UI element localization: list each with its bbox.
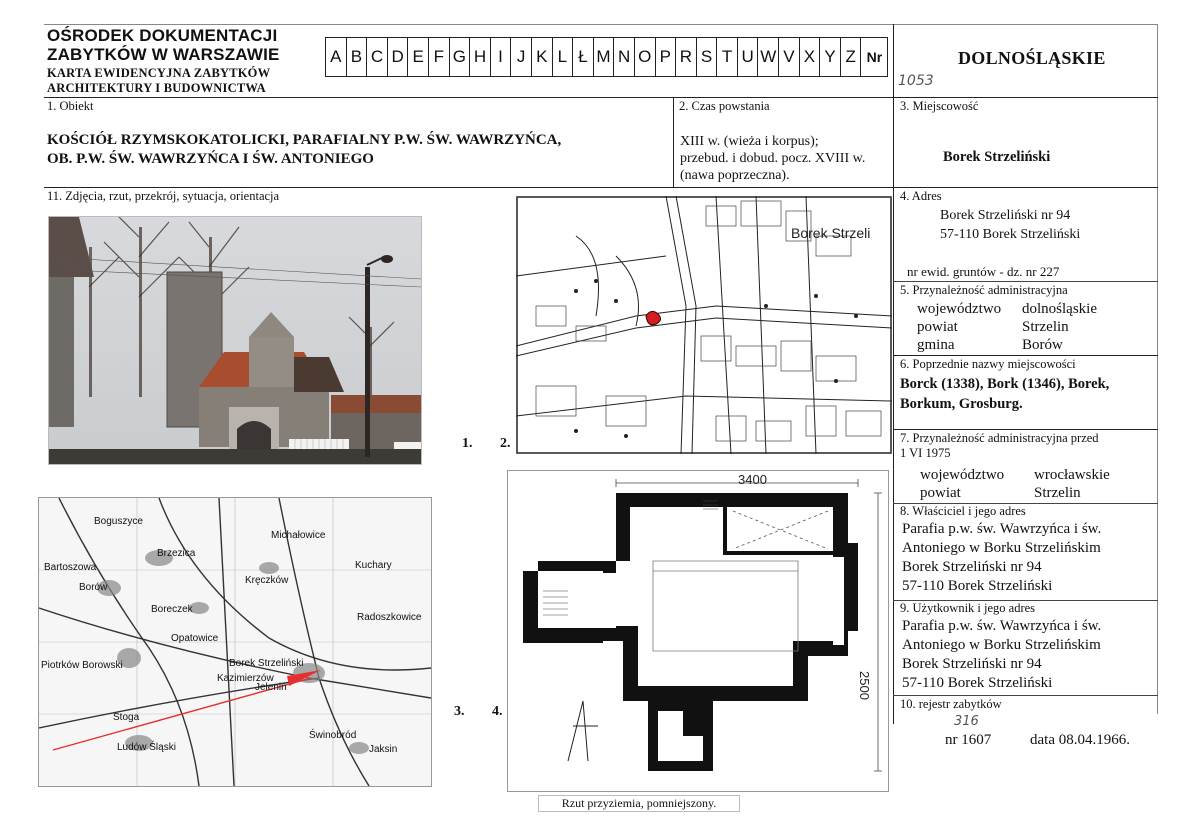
map-place-name: Jaksin xyxy=(369,744,398,755)
divider-row-11 xyxy=(44,187,1158,188)
map-place-name: Radoszkowice xyxy=(357,612,422,623)
handwritten-number: 1053 xyxy=(898,73,934,89)
divider-nr xyxy=(893,24,894,724)
label-wlasciciel: 8. Właściciel i jego adres xyxy=(900,504,1026,518)
map-place-name: Świnobród xyxy=(309,730,357,741)
divider-5 xyxy=(893,281,1158,282)
czas-line2: przebud. i dobud. pocz. XVIII w. xyxy=(680,151,866,166)
letter-cell: B xyxy=(347,38,368,76)
letter-cell: D xyxy=(388,38,409,76)
frame-top xyxy=(44,24,1158,25)
letter-cell: M xyxy=(594,38,615,76)
label-przynaleznosc: 5. Przynależność administracyjna xyxy=(900,283,1068,297)
church-photo xyxy=(48,216,422,465)
label-czas: 2. Czas powstania xyxy=(679,99,770,113)
map-place-name: Opatowice xyxy=(171,633,219,644)
letter-cell: R xyxy=(676,38,697,76)
admin-key: gmina xyxy=(917,337,955,353)
card-title-line2: ARCHITEKTURY I BUDOWNICTWA xyxy=(47,81,266,95)
cadastral-map xyxy=(516,196,892,454)
admin-value: dolnośląskie xyxy=(1022,301,1097,317)
czas-line3: (nawa poprzeczna). xyxy=(680,168,790,183)
letter-cell: H xyxy=(470,38,491,76)
object-name-line2: OB. P.W. ŚW. WAWRZYŃCA I ŚW. ANTONIEGO xyxy=(47,151,374,167)
map-place-name: Jelenin xyxy=(255,682,287,693)
map-place-name: Piotrków Borowski xyxy=(41,660,123,671)
map-place-label: Borek Strzeli xyxy=(791,225,871,241)
address-line: Antoniego w Borku Strzelińskim xyxy=(902,637,1101,653)
letter-cell: T xyxy=(717,38,738,76)
letter-cell: Z xyxy=(841,38,862,76)
label-przed-1: 7. Przynależność administracyjna przed xyxy=(900,431,1099,445)
voivodeship-title: DOLNOŚLĄSKIE xyxy=(958,48,1106,68)
letter-cell: A xyxy=(326,38,347,76)
rejestr-hand: 316 xyxy=(954,714,979,729)
letter-cell: U xyxy=(738,38,759,76)
label-rejestr: 10. rejestr zabytków xyxy=(900,697,1002,711)
map-place-name: Borów xyxy=(79,582,108,593)
address-line: Antoniego w Borku Strzelińskim xyxy=(902,540,1101,556)
map-place-name: Kazimierzów xyxy=(217,673,274,684)
divider-7 xyxy=(893,429,1158,430)
nr-label: Nr xyxy=(866,49,883,65)
card-title-line1: KARTA EWIDENCYJNA ZABYTKÓW xyxy=(47,66,271,80)
adres-line2: 57-110 Borek Strzeliński xyxy=(940,227,1081,242)
map-place-name: Ludów Śląski xyxy=(117,742,176,753)
admin-value: Strzelin xyxy=(1022,319,1069,335)
letter-cell: O xyxy=(635,38,656,76)
miejscowosc-value: Borek Strzeliński xyxy=(943,149,1051,165)
address-line: 57-110 Borek Strzeliński xyxy=(902,578,1053,594)
floor-plan xyxy=(507,470,889,792)
czas-line1: XIII w. (wieża i korpus); xyxy=(680,134,819,149)
figure-number-3: 3. xyxy=(454,704,465,719)
org-name-line2: ZABYTKÓW W WARSZAWIE xyxy=(47,45,280,64)
divider-col-2 xyxy=(673,97,674,187)
map-place-name: Bartoszowa xyxy=(44,562,97,573)
label-obiekt: 1. Obiekt xyxy=(47,99,94,113)
label-poprzednie: 6. Poprzednie nazwy miejscowości xyxy=(900,357,1076,371)
poprzednie-line1: Borck (1338), Bork (1346), Borek, xyxy=(900,376,1110,392)
plan-height-dim: 2500 xyxy=(857,671,872,700)
letter-cell: L xyxy=(553,38,574,76)
letter-cell: K xyxy=(532,38,553,76)
letter-cell: V xyxy=(779,38,800,76)
divider-6 xyxy=(893,355,1158,356)
letter-cell: E xyxy=(408,38,429,76)
address-line: Borek Strzeliński nr 94 xyxy=(902,656,1042,672)
map-place-name: Boreczek xyxy=(151,604,193,615)
divider-header xyxy=(44,97,1158,98)
address-line: Parafia p.w. św. Wawrzyńca i św. xyxy=(902,521,1102,537)
map-place-name: Kręczków xyxy=(245,575,289,586)
figure-number-4: 4. xyxy=(492,704,503,719)
letter-cell: S xyxy=(697,38,718,76)
letter-cell: Y xyxy=(820,38,841,76)
admin-value: Borów xyxy=(1022,337,1063,353)
label-przed-2: 1 VI 1975 xyxy=(900,446,951,460)
label-zdjecia: 11. Zdjęcia, rzut, przekrój, sytuacja, orientacja xyxy=(47,189,280,203)
object-name-line1: KOŚCIÓŁ RZYMSKOKATOLICKI, PARAFIALNY P.W. ŚW. WAWRZYŃCA, xyxy=(47,132,562,148)
letter-cell: N xyxy=(614,38,635,76)
letter-cell: G xyxy=(450,38,471,76)
rejestr-date: data 08.04.1966. xyxy=(1030,732,1130,748)
letter-cell: X xyxy=(800,38,821,76)
divider-10 xyxy=(893,695,1158,696)
org-name-line1: OŚRODEK DOKUMENTACJI xyxy=(47,26,278,45)
map-place-name: Borek Strzeliński xyxy=(229,658,304,669)
map-place-name: Brzezica xyxy=(157,548,196,559)
plan-width-dim: 3400 xyxy=(738,472,767,487)
address-line: 57-110 Borek Strzeliński xyxy=(902,675,1053,691)
address-line: Borek Strzeliński nr 94 xyxy=(902,559,1042,575)
letter-cell: C xyxy=(367,38,388,76)
letter-cell: P xyxy=(656,38,677,76)
letter-cell: J xyxy=(511,38,532,76)
figure-number-1: 1. xyxy=(462,436,473,451)
poprzednie-line2: Borkum, Grosburg. xyxy=(900,396,1023,412)
frame-right xyxy=(1157,24,1158,714)
address-line: Parafia p.w. św. Wawrzyńca i św. xyxy=(902,618,1102,634)
admin-value: Strzelin xyxy=(1034,485,1081,501)
admin-key: powiat xyxy=(917,319,958,335)
regional-map xyxy=(38,497,432,787)
letter-index-grid xyxy=(325,37,888,77)
map-place-name: Boguszyce xyxy=(94,516,143,527)
label-uzytkownik: 9. Użytkownik i jego adres xyxy=(900,601,1036,615)
plan-caption: Rzut przyziemia, pomniejszony. xyxy=(538,795,740,812)
admin-key: powiat xyxy=(920,485,961,501)
adres-line1: Borek Strzeliński nr 94 xyxy=(940,208,1071,223)
admin-value: wrocławskie xyxy=(1034,467,1110,483)
letter-cell: F xyxy=(429,38,450,76)
letter-cell: I xyxy=(491,38,512,76)
label-adres: 4. Adres xyxy=(900,189,942,203)
letter-cell: W xyxy=(758,38,779,76)
admin-key: województwo xyxy=(920,467,1005,483)
letter-cell: Ł xyxy=(573,38,594,76)
admin-key: województwo xyxy=(917,301,1002,317)
rejestr-nr: nr 1607 xyxy=(945,732,992,748)
map-place-name: Kuchary xyxy=(355,560,392,571)
label-miejscowosc: 3. Miejscowość xyxy=(900,99,979,113)
map-place-name: Michałowice xyxy=(271,530,326,541)
ewid-gruntow: nr ewid. gruntów - dz. nr 227 xyxy=(907,264,1060,279)
map-place-name: Stoga xyxy=(113,712,140,723)
figure-number-2: 2. xyxy=(500,436,511,451)
